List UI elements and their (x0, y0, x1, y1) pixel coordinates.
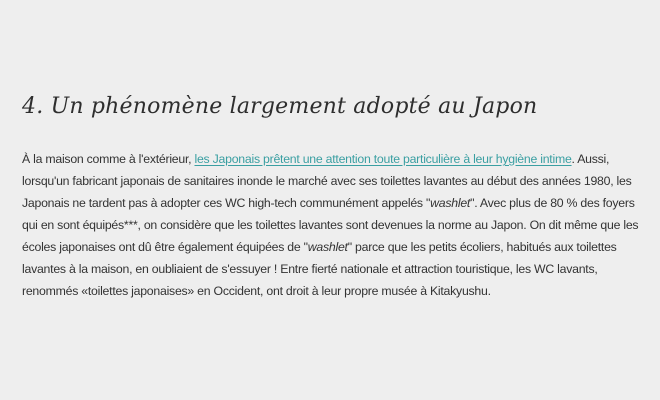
article-paragraph (22, 148, 640, 302)
paragraph-intro: À la maison comme à l'extérieur, (22, 152, 195, 166)
hygiene-link[interactable]: les Japonais prêtent une attention toute particulière à leur hygiène intime (194, 152, 572, 166)
paragraph-part-3: ". Avec plus de 80 % des foyers qui en sont équipés***, on considère que les toilettes lavantes sont devenues la norme au Japon. On dit même que les écoles japonaises ont dû être également équipées de " (22, 196, 639, 254)
paragraph-part-4: " parce que les petits écoliers, habitués aux toilettes lavantes à la maison, en oubliaient de s'essuyer ! Entre fierté nationale et attraction touristique, les WC lavants, renommés «toilettes japonaises» en Occident, ont droit à leur propre musée à Kitakyushu. (22, 240, 617, 298)
washlet-term: washlet (307, 240, 348, 254)
section-heading: 4. Un phénomène largement adopté au Japon (22, 94, 538, 119)
washlet-term: washlet (430, 196, 471, 210)
paragraph-part-2: . Aussi, lorsqu'un fabricant japonais de sanitaires inonde le marché avec ses toilettes lavantes au début des années 1980, les Japonais ne tardent pas à adopter ces WC high-tech communément appelés " (22, 152, 632, 210)
